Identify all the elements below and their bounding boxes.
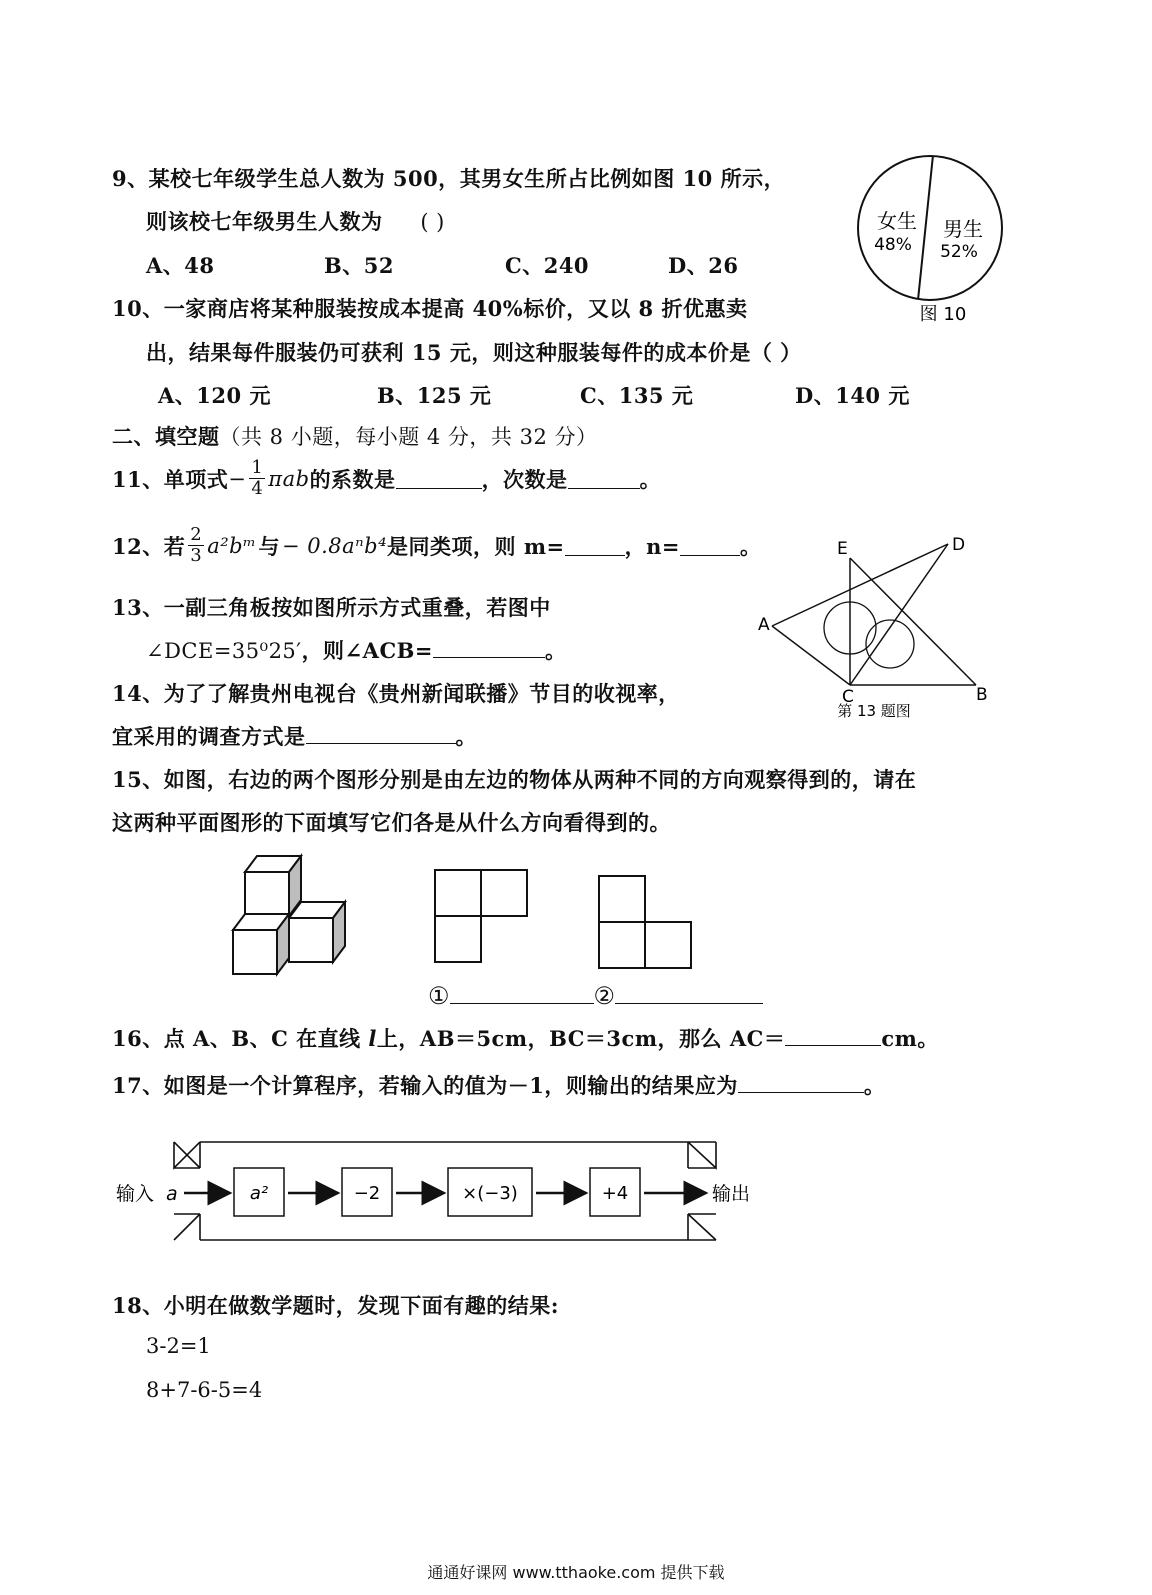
right-cube-front-face [289,918,333,962]
top-cube-front-face [245,872,289,916]
q9-option-a: A、48 [146,253,215,278]
q12-mid: 是同类项，则 m= [387,533,565,559]
q9-option-d: D、26 [668,253,739,278]
view2-square-3 [645,922,691,968]
input-var: a [166,1183,178,1205]
q14-line1: 14、为了了解贵州电视台《贵州新闻联播》节目的收视率， [112,681,680,706]
q12-n-blank[interactable] [680,535,740,556]
q15-line2: 这两种平面图形的下面填写它们各是从什么方向看得到的。 [112,810,671,835]
page-footer: 通通好课网 www.tthaoke.com 提供下载 [427,1563,725,1582]
q12 [112,525,762,566]
q12-mid2: ，n= [624,533,681,559]
view-2-label: ② [593,982,616,1010]
q11-minus: − [228,466,247,491]
segment-eb [850,558,976,685]
q16 [112,1023,939,1053]
view-2-blank[interactable] [615,979,763,1004]
q12-prefix: 12、若 [112,533,186,559]
q18-equation-2: 8+7-6-5=4 [146,1378,263,1402]
pie-value-male: 52% [940,242,978,262]
q16-prefix: 16、点 A、B、C 在直线 [112,1026,361,1051]
step-1-label: a² [249,1183,269,1204]
q17-end: 。 [863,1073,886,1098]
fig13-caption: 第 13 题图 [837,702,911,720]
output-label: 输出 [712,1183,751,1205]
cube-solid-figure [225,852,355,982]
q13-answer-blank[interactable] [433,637,545,658]
q13-angle-given: ∠DCE=35⁰25′ [146,639,302,663]
q9-answer-paren: ( ) [420,210,445,234]
q16-answer-blank[interactable] [785,1025,881,1046]
q11-prefix: 11、单项式 [112,466,229,492]
step-4-label: +4 [601,1183,629,1204]
q17-answer-blank[interactable] [738,1072,864,1093]
segment-ad [772,544,948,626]
q11-coefficient-blank[interactable] [396,468,482,489]
section2-note: （共 8 小题，每小题 4 分，共 32 分） [219,425,598,449]
q9-line2 [146,206,445,236]
q12-term2: − 0.8aⁿb⁴ [281,533,388,558]
q16-end: cm。 [881,1026,939,1051]
q16-line-var: l [368,1026,377,1051]
q12-end: 。 [740,533,762,559]
view-2-figure [597,874,697,974]
pie-value-female: 48% [874,235,912,255]
pie-label-male: 男生 [943,217,983,241]
q17 [112,1070,885,1100]
q10-line2: 出，结果每件服装仍可获利 15 元，则这种服装每件的成本价是（ ） [146,340,802,365]
view2-square-1 [599,876,645,922]
q13-line2 [146,635,567,665]
segment-ac [772,626,850,685]
view1-square-2 [481,870,527,916]
view-1-blank[interactable] [450,979,594,1004]
pie-label-female: 女生 [877,209,917,233]
view1-square-3 [435,916,481,962]
triangle-figure [752,530,1002,726]
view1-square-1 [435,870,481,916]
segment-dc [850,544,948,685]
q18-text: 18、小明在做数学题时，发现下面有趣的结果: [112,1293,559,1318]
q13-line1: 13、一副三角板按如图所示方式重叠，若图中 [112,595,551,620]
q12-term1: a²bᵐ [207,533,257,558]
point-c-label: C [842,687,854,707]
view-1-label: ① [428,982,450,1010]
frame-notch-top-right [688,1142,716,1168]
pie-chart [855,148,1025,328]
q13-end: 。 [545,638,567,663]
q11-fraction [249,458,265,499]
frame-notch-diag-1 [174,1214,200,1240]
q14-end: 。 [455,724,477,749]
q15-line1: 15、如图，右边的两个图形分别是由左边的物体从两种不同的方向观察得到的，请在 [112,767,917,792]
frame-notch-diag-2 [688,1214,716,1240]
q10-line1: 10、一家商店将某种服装按成本提高 40%标价，又以 8 折优惠卖 [112,296,748,321]
view2-square-2 [599,922,645,968]
q12-denominator: 3 [190,545,203,566]
view-1-figure [433,868,533,994]
step-3-label: ×(−3) [462,1183,518,1204]
left-cube-front-face [233,930,277,974]
q11-numerator: 1 [251,457,264,478]
q12-numerator: 2 [190,524,203,545]
q17-text: 17、如图是一个计算程序，若输入的值为－1，则输出的结果应为 [112,1073,738,1098]
pie-caption: 图 10 [919,304,967,325]
q16-rest: 上，AB＝5cm，BC＝3cm，那么 AC＝ [376,1026,786,1051]
q11 [112,458,661,499]
point-b-label: B [976,685,988,705]
pie-divider-line [918,156,933,299]
q10-option-d: D、140 元 [795,383,910,408]
point-e-label: E [837,539,848,559]
point-d-label: D [952,535,966,555]
q12-with: 与 [258,533,280,559]
point-a-label: A [758,615,770,635]
q18-equation-1: 3-2=1 [146,1334,211,1358]
q11-end: 。 [639,466,662,492]
q13-ask: ，则∠ACB= [301,638,434,663]
program-flowchart [112,1136,802,1252]
q14-line2 [112,721,477,751]
step-2-label: −2 [353,1183,381,1204]
q9-stem: 则该校七年级男生人数为 [146,209,383,234]
q14-answer-blank[interactable] [306,723,456,744]
section2-heading [112,421,598,451]
q12-m-blank[interactable] [565,535,625,556]
q11-degree-text: ，次数是 [481,466,568,492]
input-label: 输入 [116,1183,155,1205]
q10-option-c: C、135 元 [580,383,694,408]
q11-denominator: 4 [251,478,264,499]
q10-option-b: B、125 元 [377,383,492,408]
q12-fraction [188,525,204,566]
q9-option-c: C、240 [505,253,590,278]
section2-title: 二、填空题 [112,424,220,449]
q10-option-a: A、120 元 [158,383,271,408]
q11-variable: πab [268,466,310,491]
q15-answer-row [428,979,763,1010]
q9-option-b: B、52 [324,253,394,278]
q14-stem: 宜采用的调查方式是 [112,724,306,749]
q11-coef-text: 的系数是 [309,466,396,492]
q11-degree-blank[interactable] [568,468,640,489]
q9-line1: 9、某校七年级学生总人数为 500，其男女生所占比例如图 10 所示， [112,166,786,191]
